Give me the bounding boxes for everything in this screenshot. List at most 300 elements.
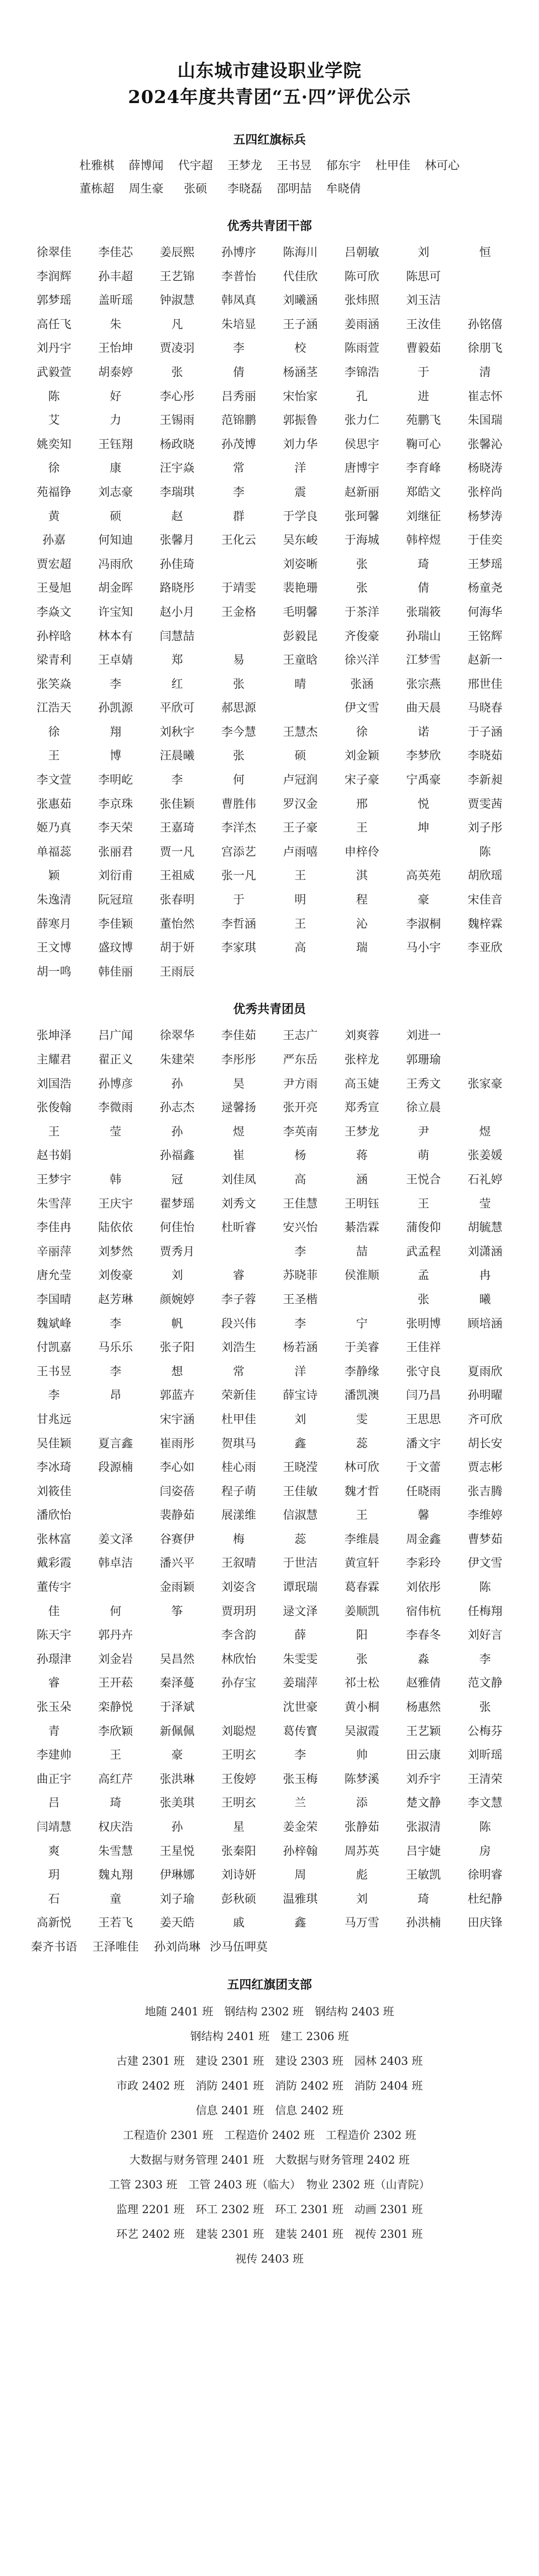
person-name — [85, 1144, 146, 1168]
person-name: 石 — [48, 1892, 60, 1906]
person-name: 何佳怡 — [159, 1221, 195, 1235]
person-name: 贾宏超 — [36, 557, 72, 571]
person-name: 馨 — [417, 1509, 430, 1523]
branch-line: 视传 2403 班 — [235, 2252, 304, 2265]
person-name: 伊琳娜 — [159, 1869, 195, 1882]
person-name: 张笑焱 — [36, 677, 72, 691]
person-name: 高英苑 — [406, 869, 441, 883]
person-name: 翟梦瑶 — [159, 1197, 195, 1211]
person-name: 刘俊豪 — [98, 1269, 133, 1283]
person-name: 王清荣 — [467, 1772, 503, 1786]
person-name: 伊文雪 — [344, 702, 380, 715]
person-name: 张力仁 — [344, 414, 380, 428]
person-name — [85, 1504, 146, 1528]
person-name: 刘秀文 — [221, 1197, 256, 1211]
person-name: 孙铭僖 — [467, 318, 503, 331]
person-name: 李锦浩 — [344, 366, 380, 379]
person-name: 陈 — [479, 1821, 491, 1834]
person-name: 徐明睿 — [467, 1869, 503, 1882]
person-name: 李润辉 — [36, 270, 72, 283]
person-name: 李 — [48, 1389, 60, 1403]
person-name: 戚 — [233, 1916, 245, 1930]
person-name: 刘爽蓉 — [344, 1029, 380, 1043]
person-name: 王梦宇 — [36, 1173, 72, 1186]
person-name: 陆依依 — [98, 1221, 133, 1235]
person-name: 刘聪煜 — [221, 1725, 256, 1738]
person-name: 陈 — [48, 390, 60, 403]
person-name: 盛玟博 — [98, 941, 133, 955]
person-name: 想 — [171, 1365, 183, 1378]
person-name: 张一凡 — [221, 869, 256, 883]
person-name: 刘好言 — [467, 1629, 503, 1642]
person-name: 张淑清 — [406, 1821, 441, 1834]
person-name: 陈 — [479, 1581, 491, 1595]
person-name: 星 — [233, 1821, 245, 1834]
person-name: 逯馨扬 — [221, 1101, 256, 1115]
person-name: 潘兴平 — [159, 1557, 195, 1570]
branch-line: 市政 2402 班 消防 2401 班 消防 2402 班 消防 2404 班 — [116, 2079, 423, 2092]
person-name: 李彩玲 — [406, 1557, 441, 1570]
person-name: 王梦瑶 — [467, 557, 503, 571]
person-name: 宫添艺 — [221, 845, 256, 859]
person-name: 高任飞 — [36, 318, 72, 331]
person-name: 黄小桐 — [344, 1701, 380, 1715]
person-name: 琦 — [417, 557, 430, 571]
person-name: 祁士松 — [344, 1677, 380, 1690]
person-name: 李 — [233, 485, 245, 499]
person-name: 王佳祥 — [406, 1341, 441, 1355]
person-name: 刘衍甫 — [98, 869, 133, 883]
person-name: 何海华 — [467, 605, 503, 619]
person-name: 孔 — [356, 390, 368, 403]
person-name: 李春冬 — [406, 1629, 441, 1642]
person-name: 王卓婧 — [98, 654, 133, 667]
person-name: 周 — [294, 1869, 306, 1882]
person-name: 徐朋飞 — [467, 342, 503, 356]
person-name: 王圣楷 — [283, 1293, 318, 1306]
person-name: 刘继征 — [406, 510, 441, 523]
person-name: 张俊翰 — [36, 1101, 72, 1115]
person-name: 孙璟津 — [36, 1652, 72, 1666]
person-name: 佳 — [48, 1605, 60, 1618]
person-name: 秦泽蔓 — [159, 1677, 195, 1690]
person-name: 葛春霖 — [344, 1581, 380, 1595]
person-name: 董栋超 — [79, 182, 114, 196]
person-name: 洋 — [294, 462, 306, 475]
person-name: 王庆宇 — [98, 1197, 133, 1211]
person-name: 硕 — [294, 749, 306, 763]
person-name: 徐 — [356, 725, 368, 739]
person-name: 马万雪 — [344, 1916, 380, 1930]
person-name — [270, 696, 331, 721]
person-name: 申梓伶 — [344, 845, 380, 859]
person-name: 豪 — [171, 1749, 183, 1762]
person-name: 王 — [417, 1197, 430, 1211]
person-name: 曹毅茹 — [406, 342, 441, 356]
person-name: 崔雨彤 — [159, 1437, 195, 1451]
person-name: 杨 — [294, 1149, 306, 1163]
person-name: 董传宇 — [36, 1581, 72, 1595]
person-name: 郭珊瑜 — [406, 1053, 441, 1067]
person-name: 胡于妍 — [159, 941, 195, 955]
person-name: 刘筱佳 — [36, 1485, 72, 1498]
person-name: 刘子彤 — [467, 822, 503, 835]
section-title-branches: 五四红旗团支部 — [227, 1977, 312, 1992]
person-name: 闫慧喆 — [159, 630, 195, 643]
person-name: 王 — [48, 749, 60, 763]
person-name: 王星悦 — [159, 1844, 195, 1858]
person-name: 刘浩生 — [221, 1341, 256, 1355]
person-name: 王 — [109, 1749, 122, 1762]
person-name: 阳 — [356, 1629, 368, 1642]
person-name: 葛传寳 — [283, 1725, 318, 1738]
person-name: 谭珉瑞 — [283, 1581, 318, 1595]
person-name: 进 — [417, 390, 430, 403]
person-name: 陈梦溪 — [344, 1772, 380, 1786]
person-name: 苑福铮 — [36, 485, 72, 499]
person-name: 董怡然 — [159, 917, 195, 931]
person-name: 张 — [356, 582, 368, 595]
person-name: 程 — [356, 894, 368, 907]
person-name: 罗汉金 — [283, 797, 318, 811]
person-name: 闫姿蓓 — [159, 1485, 195, 1498]
person-name: 玥 — [48, 1869, 60, 1882]
person-name — [454, 1096, 516, 1120]
person-name: 李哲涵 — [221, 917, 256, 931]
person-name: 李国晴 — [36, 1293, 72, 1306]
person-name: 李佳冉 — [36, 1221, 72, 1235]
person-name: 李洋杰 — [221, 822, 256, 835]
person-name: 郑 — [171, 654, 183, 667]
person-name: 邢 — [356, 797, 368, 811]
person-name: 王思思 — [406, 1413, 441, 1426]
person-name: 孙 — [171, 1821, 183, 1834]
person-name: 李佳芯 — [98, 246, 133, 259]
person-name: 田云康 — [406, 1749, 441, 1762]
person-name: 阮冠瑄 — [98, 894, 133, 907]
person-name: 朱培显 — [221, 318, 256, 331]
person-name: 于海城 — [344, 534, 380, 547]
person-name: 薛 — [294, 1629, 306, 1642]
person-name: 于茶洋 — [344, 605, 380, 619]
person-name: 梁青利 — [36, 654, 72, 667]
person-name: 林欣怡 — [221, 1652, 256, 1666]
person-name: 刘诗妍 — [221, 1869, 256, 1882]
person-name: 王童晗 — [283, 654, 318, 667]
person-name: 裴艳珊 — [283, 582, 318, 595]
person-name — [454, 1024, 516, 1048]
person-name: 李新昶 — [467, 774, 503, 787]
person-name: 张子阳 — [159, 1341, 195, 1355]
person-name: 曹梦茹 — [467, 1533, 503, 1546]
person-name: 张馨沁 — [467, 438, 503, 451]
person-name: 校 — [294, 342, 306, 356]
person-name: 赵小月 — [159, 605, 195, 619]
person-name: 李瑞琪 — [159, 485, 195, 499]
person-name: 刘潇涵 — [467, 1245, 503, 1259]
person-name: 淼 — [417, 1652, 430, 1666]
person-name: 刘力华 — [283, 438, 318, 451]
person-name: 陈天宇 — [36, 1629, 72, 1642]
person-name — [393, 840, 454, 865]
section-flag-bearers — [23, 129, 516, 201]
person-name: 李佳茹 — [221, 1029, 256, 1043]
person-name: 王化云 — [221, 534, 256, 547]
person-name: 刘丹宇 — [36, 342, 72, 356]
person-name: 张丽君 — [98, 845, 133, 859]
person-name: 吕 — [48, 1797, 60, 1810]
person-name: 萌 — [417, 1149, 430, 1163]
person-name: 房 — [479, 1844, 491, 1858]
person-name: 于靖雯 — [221, 582, 256, 595]
person-name: 刘进一 — [406, 1029, 441, 1043]
person-name: 张坤泽 — [36, 1029, 72, 1043]
person-name: 权庆浩 — [98, 1821, 133, 1834]
person-name: 潘文宇 — [406, 1437, 441, 1451]
person-name: 新佩佩 — [159, 1725, 195, 1738]
person-name: 赵芳琳 — [98, 1293, 133, 1306]
person-name — [85, 1576, 146, 1600]
person-name: 孙瑞山 — [406, 630, 441, 643]
person-name: 帆 — [171, 1317, 183, 1331]
person-name: 颖 — [48, 869, 60, 883]
person-name: 王悦合 — [406, 1173, 441, 1186]
person-name: 李 — [109, 1365, 122, 1378]
person-name: 朱 — [109, 318, 122, 331]
person-name: 蕊 — [294, 1533, 306, 1546]
person-name: 王艺锦 — [159, 270, 195, 283]
person-name: 张守良 — [406, 1365, 441, 1378]
person-name — [454, 1048, 516, 1072]
person-name: 郭振鲁 — [283, 414, 318, 428]
person-name: 张春明 — [159, 894, 195, 907]
person-name: 信淑慧 — [283, 1509, 318, 1523]
person-name: 郭蓝卉 — [159, 1389, 195, 1403]
person-name: 贾志彬 — [467, 1461, 503, 1475]
person-name: 平欣可 — [159, 702, 195, 715]
person-name: 高 — [294, 941, 306, 955]
person-name: 姜辰熙 — [159, 246, 195, 259]
person-name: 周苏英 — [344, 1844, 380, 1858]
person-name: 张静茹 — [344, 1821, 380, 1834]
person-name: 李静缘 — [344, 1365, 380, 1378]
person-name: 蒲俊仰 — [406, 1221, 441, 1235]
person-name: 李心彤 — [159, 390, 195, 403]
person-name: 夏雨欣 — [467, 1365, 503, 1378]
person-name: 鑫 — [294, 1916, 306, 1930]
person-name: 王明钰 — [344, 1197, 380, 1211]
person-name: 李 — [294, 1245, 306, 1259]
person-name: 赵雅倩 — [406, 1677, 441, 1690]
person-name: 朱建荣 — [159, 1053, 195, 1067]
flag-bearers-list — [72, 155, 467, 201]
person-name: 昊 — [233, 1077, 245, 1091]
person-name: 淇 — [356, 869, 368, 883]
person-name: 王 — [294, 869, 306, 883]
person-name: 段兴伟 — [221, 1317, 256, 1331]
person-name: 张硕 — [184, 182, 207, 196]
person-name: 张 — [356, 1652, 368, 1666]
person-name: 杨若涵 — [283, 1341, 318, 1355]
person-name: 江浩天 — [36, 702, 72, 715]
person-name: 张家豪 — [467, 1077, 503, 1091]
person-name: 颜婉婷 — [159, 1293, 195, 1306]
person-name: 邢世佳 — [467, 677, 503, 691]
person-name: 潘欣怡 — [36, 1509, 72, 1523]
person-name: 王钰翔 — [98, 438, 133, 451]
person-name: 孙嘉 — [42, 534, 66, 547]
person-name: 吴佳颖 — [36, 1437, 72, 1451]
person-name: 刘 — [171, 1269, 183, 1283]
person-name: 魏斌峰 — [36, 1317, 72, 1331]
person-name: 沈世豪 — [283, 1701, 318, 1715]
person-name: 薛宝诗 — [283, 1389, 318, 1403]
person-name: 凡 — [171, 318, 183, 331]
person-name: 煜 — [479, 1125, 491, 1139]
person-name: 孙 — [171, 1125, 183, 1139]
person-name: 王泽唯佳 — [92, 1940, 139, 1954]
person-name: 许宝知 — [98, 605, 133, 619]
members-list — [23, 1024, 516, 1959]
person-name: 主耀君 — [36, 1053, 72, 1067]
person-name: 博 — [109, 749, 122, 763]
person-name: 王明玄 — [221, 1749, 256, 1762]
person-name: 陈可欣 — [344, 270, 380, 283]
person-name: 筝 — [171, 1605, 183, 1618]
person-name: 蒋 — [356, 1149, 368, 1163]
person-name: 张姜媛 — [467, 1149, 503, 1163]
person-name: 帅 — [356, 1749, 368, 1762]
person-name: 李维晨 — [344, 1533, 380, 1546]
person-name: 杨政晓 — [159, 438, 195, 451]
person-name: 胡长安 — [467, 1437, 503, 1451]
person-name: 张 — [171, 366, 183, 379]
person-name: 田庆锋 — [467, 1916, 503, 1930]
person-name: 姜金荣 — [283, 1821, 318, 1834]
person-name: 王子涵 — [283, 318, 318, 331]
person-name: 李晓茹 — [467, 749, 503, 763]
person-name: 侯淮顺 — [344, 1269, 380, 1283]
person-name: 张秦阳 — [221, 1844, 256, 1858]
person-name: 孟 — [417, 1269, 430, 1283]
person-name: 于泽斌 — [159, 1701, 195, 1715]
person-name: 王佳敏 — [283, 1485, 318, 1498]
person-name: 魏梓霖 — [467, 917, 503, 931]
person-name: 李子蓉 — [221, 1293, 256, 1306]
person-name: 张梓龙 — [344, 1053, 380, 1067]
person-name: 任晓雨 — [406, 1485, 441, 1498]
person-name: 孙丰超 — [98, 270, 133, 283]
person-name: 刘 — [356, 1892, 368, 1906]
person-name: 张珂馨 — [344, 510, 380, 523]
branch-line: 信息 2401 班 信息 2402 班 — [195, 2104, 344, 2117]
person-name: 于佳奕 — [467, 534, 503, 547]
branch-line: 监理 2201 班 环工 2302 班 环工 2301 班 动画 2301 班 — [116, 2203, 423, 2216]
person-name: 刘 — [294, 1413, 306, 1426]
section-members — [23, 999, 516, 1959]
person-name: 李彤彤 — [221, 1053, 256, 1067]
person-name: 易 — [233, 654, 245, 667]
person-name: 蕊 — [356, 1437, 368, 1451]
person-name: 王艺颖 — [406, 1725, 441, 1738]
person-name: 马小宇 — [406, 941, 441, 955]
person-name: 王梦龙 — [344, 1125, 380, 1139]
person-name — [454, 1336, 516, 1360]
person-name: 王明玄 — [221, 1797, 256, 1810]
person-name: 李亚欣 — [467, 941, 503, 955]
branch-line: 工管 2303 班 工管 2403 班（临大） 物业 2302 班（山青院） — [109, 2178, 430, 2191]
person-name: 晴 — [294, 677, 306, 691]
person-name: 刘梦然 — [98, 1245, 133, 1259]
person-name: 苑鹏飞 — [406, 414, 441, 428]
person-name — [454, 265, 516, 289]
person-name: 杜纪静 — [467, 1892, 503, 1906]
person-name: 赵新一 — [467, 654, 503, 667]
person-name: 戴彩霞 — [36, 1557, 72, 1570]
person-name: 闫乃昌 — [406, 1389, 441, 1403]
person-name: 马晓春 — [467, 702, 503, 715]
person-name: 胡欣瑶 — [467, 869, 503, 883]
person-name: 翟正义 — [98, 1053, 133, 1067]
person-name: 吕朝敏 — [344, 246, 380, 259]
person-name: 震 — [294, 485, 306, 499]
person-name: 张洪琳 — [159, 1772, 195, 1786]
person-name: 曹胜伟 — [221, 797, 256, 811]
person-name — [85, 1480, 146, 1504]
section-cadres — [23, 216, 516, 984]
person-name: 陈 — [479, 845, 491, 859]
person-name: 赵书娟 — [36, 1149, 72, 1163]
person-name: 王秀文 — [406, 1077, 441, 1091]
person-name: 徐 — [48, 725, 60, 739]
person-name: 齐可欣 — [467, 1413, 503, 1426]
person-name: 尹方雨 — [283, 1077, 318, 1091]
person-name: 添 — [356, 1797, 368, 1810]
person-name: 段源楠 — [98, 1461, 133, 1475]
person-name: 睿 — [48, 1677, 60, 1690]
person-name: 李家琪 — [221, 941, 256, 955]
person-name: 贾凌羽 — [159, 342, 195, 356]
person-name: 刘乔宇 — [406, 1772, 441, 1786]
person-name — [208, 1696, 270, 1720]
person-name: 王若飞 — [98, 1916, 133, 1930]
person-name: 胡一鸣 — [36, 965, 72, 979]
person-name: 朱逸清 — [36, 894, 72, 907]
person-name: 莹 — [479, 1197, 491, 1211]
person-name: 杨童尧 — [467, 582, 503, 595]
person-name: 王叙晴 — [221, 1557, 256, 1570]
person-name: 单福蕊 — [36, 845, 72, 859]
person-name: 悦 — [417, 797, 430, 811]
person-name: 贾秀月 — [159, 1245, 195, 1259]
person-name: 张玉梅 — [283, 1772, 318, 1786]
person-name: 王俊婷 — [221, 1772, 256, 1786]
person-name: 高红芹 — [98, 1772, 133, 1786]
person-name: 李普怡 — [221, 270, 256, 283]
person-name: 昂 — [109, 1389, 122, 1403]
person-name: 王锡雨 — [159, 414, 195, 428]
person-name: 高玉婕 — [344, 1077, 380, 1091]
branch-line: 地随 2401 班 钢结构 2302 班 钢结构 2403 班 — [145, 2005, 394, 2018]
person-name: 恒 — [479, 246, 491, 259]
person-name: 王 — [48, 1125, 60, 1139]
person-name: 范锦鹏 — [221, 414, 256, 428]
person-name: 牟晓倩 — [326, 182, 361, 196]
person-name: 黄 — [48, 510, 60, 523]
person-name: 夏言鑫 — [98, 1437, 133, 1451]
person-name — [331, 1288, 393, 1312]
person-name: 孙茂博 — [221, 438, 256, 451]
